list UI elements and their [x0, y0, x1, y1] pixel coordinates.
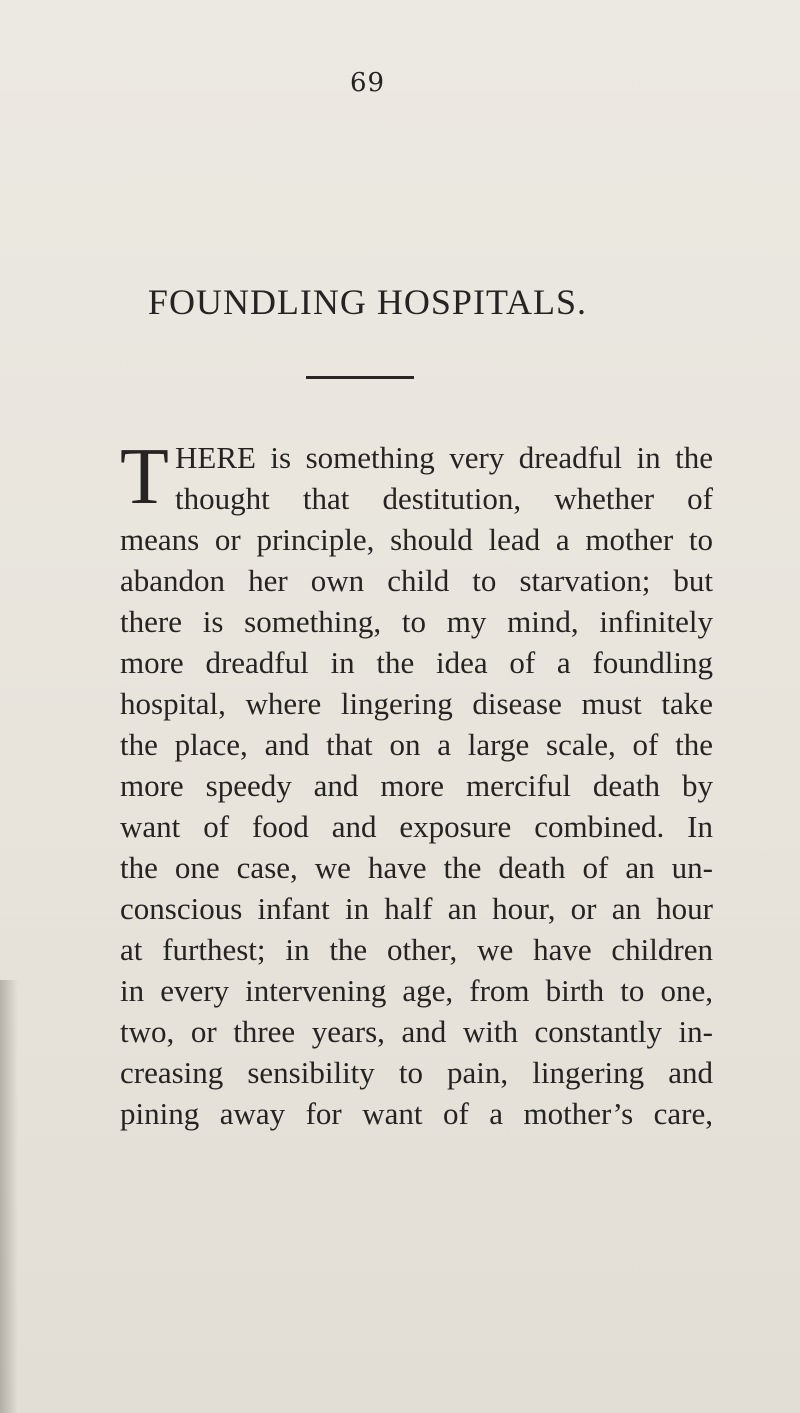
body-paragraph: [120, 433, 713, 1134]
text-line: the one case, we have the death of an un-: [120, 850, 713, 885]
text-line: want of food and exposure combined. In: [120, 809, 713, 844]
text-line: conscious infant in half an hour, or an hour: [120, 891, 713, 926]
page-number: 69: [349, 68, 386, 98]
text-line: in every intervening age, from birth to one,: [120, 973, 713, 1008]
text-line: two, or three years, and with constantly in-: [120, 1014, 713, 1049]
drop-cap: T: [120, 433, 169, 521]
text-line: means or principle, should lead a mother to: [120, 522, 713, 557]
chapter-title: FOUNDLING HOSPITALS.: [147, 282, 588, 322]
text-line: abandon her own child to starvation; but: [120, 563, 713, 598]
page-edge-shadow: [0, 980, 18, 1413]
text-line: there is something, to my mind, infinitely: [120, 604, 713, 639]
text-line: thought that destitution, whether of: [175, 481, 713, 516]
text-line: creasing sensibility to pain, lingering and: [120, 1055, 713, 1090]
text-line: more speedy and more merciful death by: [120, 768, 713, 803]
text-line: more dreadful in the idea of a foundling: [120, 645, 713, 680]
text-line: HERE is something very dreadful in the: [175, 440, 713, 475]
text-line: hospital, where lingering disease must take: [120, 686, 713, 721]
title-rule: [306, 376, 414, 379]
text-line: at furthest; in the other, we have children: [120, 932, 713, 967]
text-line: the place, and that on a large scale, of the: [120, 727, 713, 762]
text-line: pining away for want of a mother’s care,: [120, 1096, 713, 1131]
